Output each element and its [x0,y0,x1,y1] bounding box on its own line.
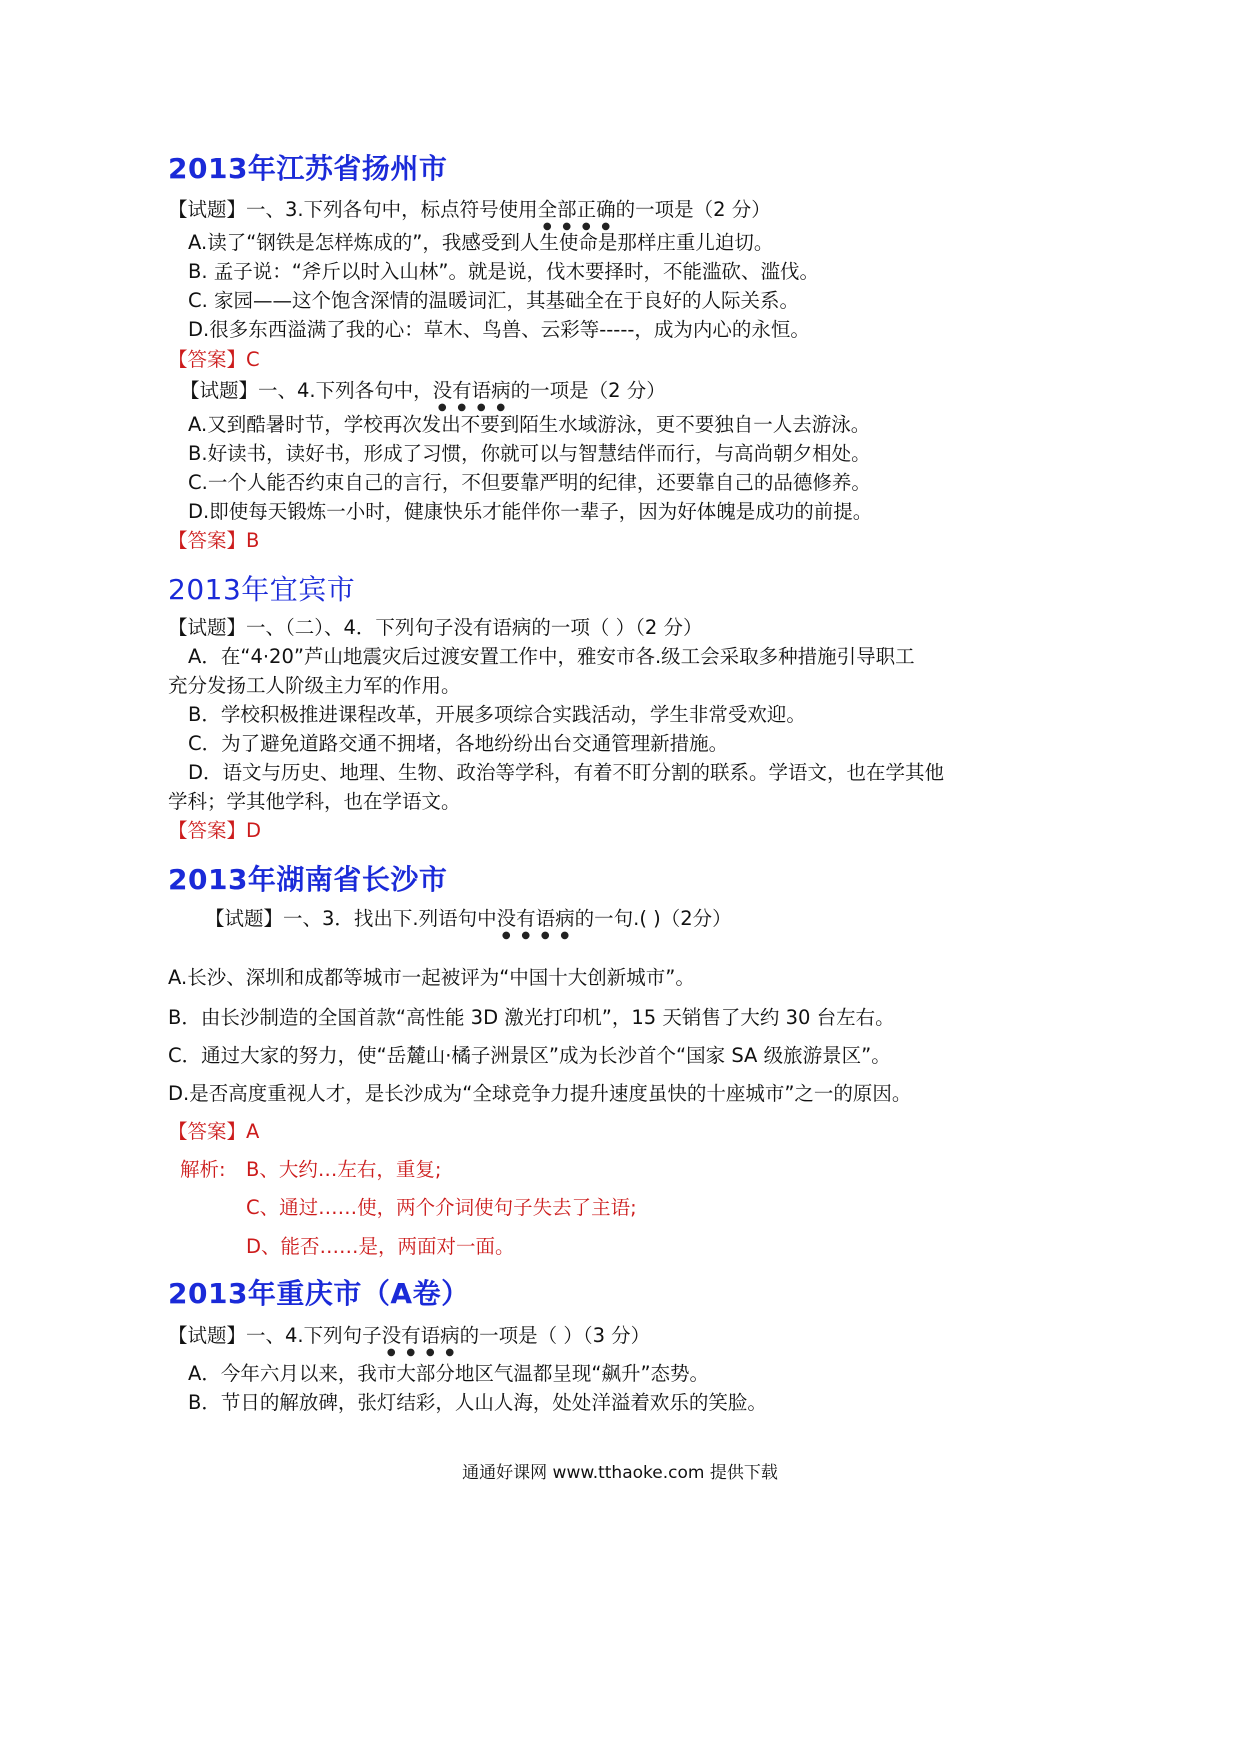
answer-value: C [246,348,260,371]
question-suffix: 的一项是（2 分） [510,379,666,402]
answer-label: 【答案】 [168,348,247,371]
option-b: B．由长沙制造的全国首款“高性能 3D 激光打印机”，15 天销售了大约 30 台左右。 [168,1006,895,1029]
option-c: C. 家园——这个饱含深情的温暖词汇，其基础全在于良好的人际关系。 [188,289,800,312]
answer-label: 【答案】 [168,819,247,842]
option-b: B. 孟子说：“斧斤以时入山林”。就是说，伐木要择时，不能滥砍、滥伐。 [188,260,819,283]
option-a-cont: 充分发扬工人阶级主力军的作用。 [168,674,461,697]
analysis-line-c: C、通过……使，两个介词使句子失去了主语; [246,1196,637,1219]
page-footer: 通通好课网 www.tthaoke.com 提供下载 [462,1463,778,1483]
answer-value: A [246,1120,260,1143]
section-title-chongqing: 2013年重庆市（A卷） [168,1277,470,1310]
question-prefix: 【试题】一、3．找出下.列语句中 [205,907,497,930]
question-suffix: 的一项是（ ）（3 分） [459,1324,651,1347]
option-d: D.即使每天锻炼一小时，健康快乐才能伴你一辈子，因为好体魄是成功的前提。 [188,500,873,523]
answer-yibin [168,821,261,841]
option-a: A.长沙、深圳和成都等城市一起被评为“中国十大创新城市”。 [168,966,695,989]
answer-label: 【答案】 [168,1120,247,1143]
analysis-line-d: D、能否……是，两面对一面。 [246,1235,515,1258]
option-d: D．语文与历史、地理、生物、政治等学科，有着不盯分割的联系。学语文，也在学其他 [188,761,945,784]
question-prefix: 【试题】一、4.下列各句中， [180,379,433,402]
section-title-yibin: 2013年宜宾市 [168,573,356,606]
analysis-label: 解析: [180,1158,226,1181]
option-a: A.又到酷暑时节，学校再次发出不要到陌生水域游泳，更不要独自一人去游泳。 [188,413,871,436]
question-suffix: 的一项是（2 分） [615,198,771,221]
question-prefix: 【试题】一、3.下列各句中，标点符号使用 [168,198,538,221]
option-d-cont: 学科；学其他学科，也在学语文。 [168,790,461,813]
question-suffix: 的一句.( )（2分） [574,907,732,930]
answer-value: B [246,529,260,552]
answer-changsha [168,1122,259,1142]
option-b: B．学校积极推进课程改革，开展多项综合实践活动，学生非常受欢迎。 [188,703,806,726]
option-c: C．通过大家的努力，使“岳麓山·橘子洲景区”成为长沙首个“国家 SA 级旅游景区”。 [168,1044,891,1067]
question-yangzhou-3 [168,198,771,232]
emphasis-text: 没有语病 [496,907,575,930]
answer-value: D [246,819,262,842]
option-c: C.一个人能否约束自己的言行，不但要靠严明的纪律，还要靠自己的品德修养。 [188,471,871,494]
question-prefix: 【试题】一、4.下列句子 [168,1324,382,1347]
option-b: B．节日的解放碑，张灯结彩，人山人海，处处洋溢着欢乐的笑脸。 [188,1391,767,1414]
option-a: A.读了“钢铁是怎样炼成的”，我感受到人生使命是那样庄重儿迫切。 [188,231,774,254]
section-title-changsha: 2013年湖南省长沙市 [168,863,448,896]
option-a: A．在“4·20”芦山地震灾后过渡安置工作中，雅安市各.级工会采取多种措施引导职工 [188,645,915,668]
option-c: C．为了避免道路交通不拥堵，各地纷纷出台交通管理新措施。 [188,732,729,755]
option-b: B.好读书，读好书，形成了习惯，你就可以与智慧结伴而行，与高尚朝夕相处。 [188,442,871,465]
answer-yangzhou-4 [168,531,259,551]
emphasis-text: 全部正确 [537,198,616,221]
emphasis-text: 没有语病 [381,1324,460,1347]
answer-label: 【答案】 [168,529,247,552]
option-d: D.很多东西溢满了我的心：草木、鸟兽、云彩等-----，成为内心的永恒。 [188,318,810,341]
answer-yangzhou-3 [168,350,260,370]
question-yangzhou-4 [180,379,666,413]
option-d: D.是否高度重视人才，是长沙成为“全球竞争力提升速度虽快的十座城市”之一的原因。 [168,1082,912,1105]
question-changsha [205,907,732,941]
emphasis-text: 没有语病 [432,379,511,402]
analysis-line-b: B、大约…左右，重复; [246,1158,442,1181]
question-chongqing [168,1324,650,1358]
section-title-yangzhou: 2013年江苏省扬州市 [168,152,448,185]
option-a: A．今年六月以来，我市大部分地区气温都呈现“飙升”态势。 [188,1362,710,1385]
question-yibin: 【试题】一、（二）、4．下列句子没有语病的一项（ ）（2 分） [168,616,703,639]
